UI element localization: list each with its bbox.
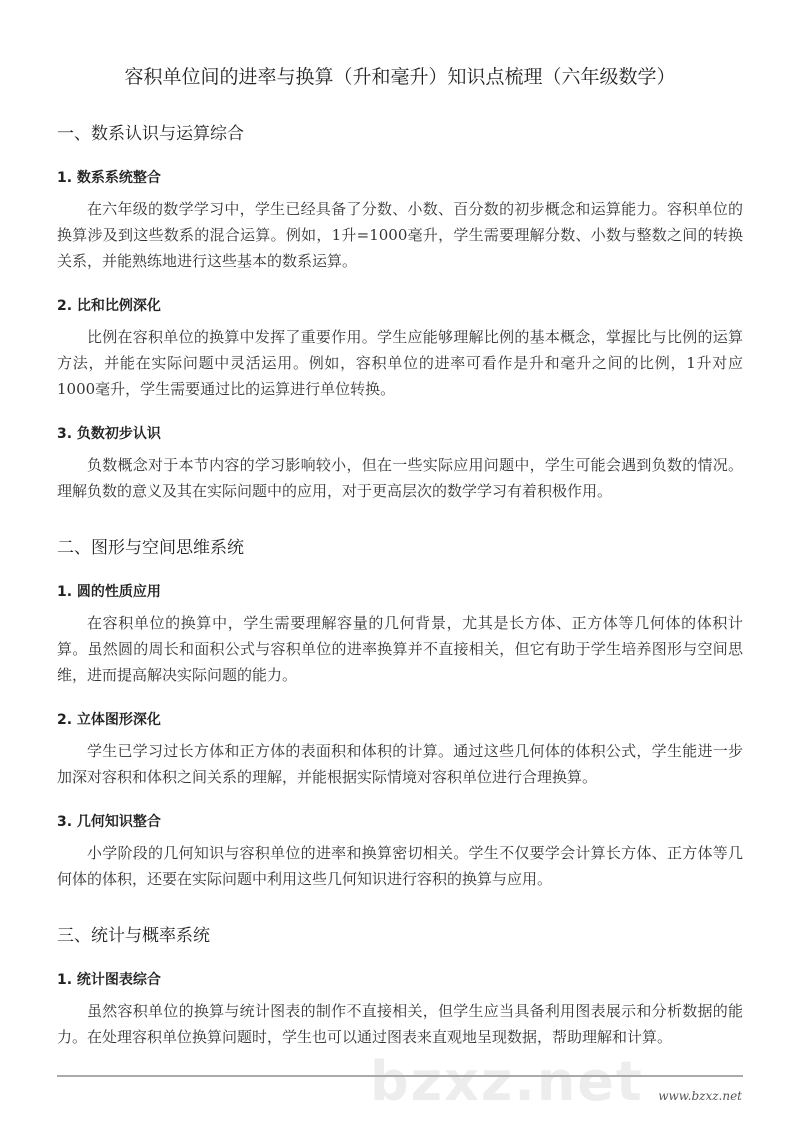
- paragraph: 在六年级的数学学习中，学生已经具备了分数、小数、百分数的初步概念和运算能力。容积单位的换算涉及到这些数系的混合运算。例如，1升=1000毫升，学生需要理解分数、小数与整数之间的转换关系，并能熟练地进行这些基本的数系运算。: [57, 200, 743, 270]
- paragraph: 虽然容积单位的换算与统计图表的制作不直接相关，但学生应当具备利用图表展示和分析数据的能力。在处理容积单位换算问题时，学生也可以通过图表来直观地呈现数据，帮助理解和计算。: [57, 1002, 743, 1046]
- subsection-heading: 1. 统计图表综合: [57, 972, 161, 988]
- subsection-heading: 3. 几何知识整合: [57, 814, 161, 830]
- subsection-heading: 1. 圆的性质应用: [57, 584, 161, 600]
- subsection-heading: 2. 立体图形深化: [57, 712, 161, 728]
- watermark: bzxz.net: [370, 1050, 644, 1113]
- page-title: 容积单位间的进率与换算（升和毫升）知识点梳理（六年级数学）: [124, 66, 676, 88]
- footer-url: www.bzxz.net: [658, 1089, 742, 1103]
- paragraph: 负数概念对于本节内容的学习影响较小，但在一些实际应用问题中，学生可能会遇到负数的情况。理解负数的意义及其在实际问题中的应用，对于更高层次的数学学习有着积极作用。: [57, 456, 743, 500]
- subsection-heading: 2. 比和比例深化: [57, 298, 161, 314]
- footer-divider: [57, 1075, 743, 1077]
- paragraph: 比例在容积单位的换算中发挥了重要作用。学生应能够理解比例的基本概念，掌握比与比例的运算方法，并能在实际问题中灵活运用。例如，容积单位的进率可看作是升和毫升之间的比例，1升对应1000毫升，学生需要通过比的运算进行单位转换。: [57, 328, 743, 398]
- paragraph: 在容积单位的换算中，学生需要理解容量的几何背景，尤其是长方体、正方体等几何体的体积计算。虽然圆的周长和面积公式与容积单位的进率换算并不直接相关，但它有助于学生培养图形与空间思维，进而提高解决实际问题的能力。: [57, 614, 743, 684]
- section-heading: 二、图形与空间思维系统: [57, 538, 244, 558]
- subsection-heading: 3. 负数初步认识: [57, 426, 161, 442]
- paragraph: 小学阶段的几何知识与容积单位的进率和换算密切相关。学生不仅要学会计算长方体、正方体等几何体的体积，还要在实际问题中利用这些几何知识进行容积的换算与应用。: [57, 844, 743, 888]
- subsection-heading: 1. 数系系统整合: [57, 170, 161, 186]
- paragraph: 学生已学习过长方体和正方体的表面积和体积的计算。通过这些几何体的体积公式，学生能进一步加深对容积和体积之间关系的理解，并能根据实际情境对容积单位进行合理换算。: [57, 742, 743, 786]
- section-heading: 三、统计与概率系统: [57, 926, 210, 946]
- section-heading: 一、数系认识与运算综合: [57, 124, 244, 144]
